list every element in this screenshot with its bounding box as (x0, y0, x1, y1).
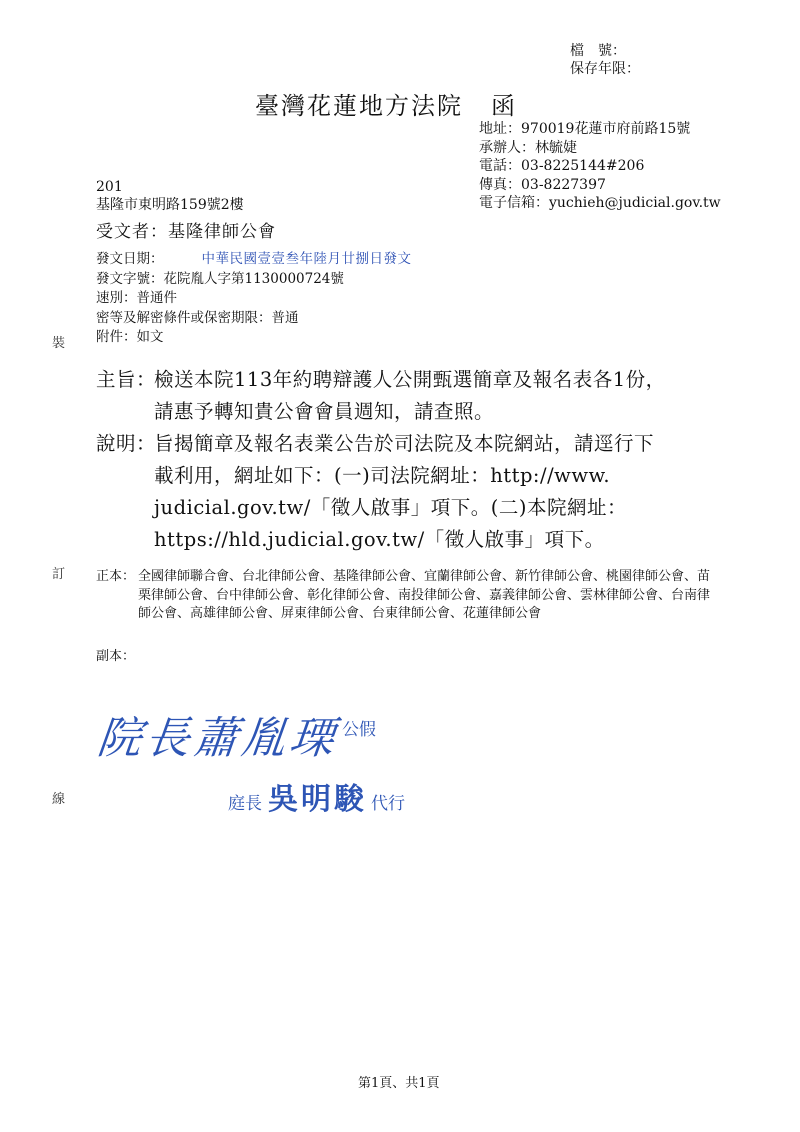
binding-mark-bottom: 線 (52, 792, 66, 807)
subject-label: 主旨： (96, 368, 157, 391)
document-title (255, 86, 517, 121)
binding-mark-top: 裝 (52, 336, 66, 351)
subject-text: 檢送本院113年約聘辯護人公開甄選簡章及報名表各1份， 請惠予轉知貴公會會員週知，請查照。 (154, 368, 666, 423)
binding-mark-middle: 訂 (52, 567, 66, 582)
explanation-paragraph (96, 428, 654, 556)
document-type: 函 (491, 92, 517, 120)
archive-number-label: 檔 號： (570, 43, 626, 59)
date-stamp: 中華民國壹壹叁年陸月廿捌日發文 (201, 251, 412, 267)
deputy-acting-note: 代行 (371, 794, 405, 814)
recipient-address (96, 178, 244, 214)
email-address: 電子信箱：yuchieh@judicial.gov.tw (479, 195, 721, 211)
fax-number: 傳真：03-8227397 (479, 176, 606, 193)
explanation-text: 旨揭簡章及報名表業公告於司法院及本院網站，請逕行下 載利用，網址如下：(一)司法院網址：http://www. judicial.gov.tw/「徵人啟事」項下。(二)本院網址： https://hld.judicial.gov.tw/「徵人啟事」項下。 (154, 432, 655, 551)
page-number: 第1頁、共1頁 (358, 1076, 440, 1091)
date-label: 發文日期： (96, 251, 164, 267)
postal-code: 201 (96, 179, 123, 195)
recipient: 受文者：基隆律師公會 (96, 222, 276, 242)
deputy-seal (228, 774, 405, 818)
date-row (96, 250, 412, 270)
handler-name: 承辦人：林毓婕 (479, 139, 577, 156)
original-recipients-list: 全國律師聯合會、台北律師公會、基隆律師公會、宜蘭律師公會、新竹律師公會、桃園律師公會、苗栗律師公會、台中律師公會、彰化律師公會、南投律師公會、嘉義律師公會、雲林律師公會、台南律師公會、高雄律師公會、屏東律師公會、台東律師公會、花蓮律師公會 (138, 569, 711, 621)
document-info (96, 250, 412, 348)
speed-category: 速別：普通件 (96, 290, 177, 306)
retention-period-label: 保存年限： (570, 61, 640, 77)
phone-number: 電話：03-8225144#206 (479, 158, 645, 174)
secrecy-level: 密等及解密條件或保密期限：普通 (96, 309, 299, 326)
original-label: 正本： (96, 569, 136, 584)
court-name: 臺灣花蓮地方法院 (255, 92, 463, 120)
deputy-name: 吳明駿 (268, 782, 367, 817)
original-recipients (96, 568, 718, 624)
copy-label: 副本： (96, 649, 136, 664)
attachment-info: 附件：如文 (96, 329, 164, 345)
president-seal (94, 702, 376, 766)
deputy-title: 庭長 (228, 794, 262, 814)
street-address: 基隆市東明路159號2樓 (96, 197, 244, 213)
contact-block (479, 120, 721, 213)
document-number: 發文字號：花院胤人字第1130000724號 (96, 270, 344, 287)
court-address: 地址：970019花蓮市府前路15號 (479, 121, 691, 137)
president-signature: 院長蕭胤瑮 (94, 713, 341, 764)
explanation-label: 說明： (96, 432, 157, 455)
subject-paragraph (96, 364, 666, 428)
president-leave-note: 公假 (342, 720, 376, 740)
